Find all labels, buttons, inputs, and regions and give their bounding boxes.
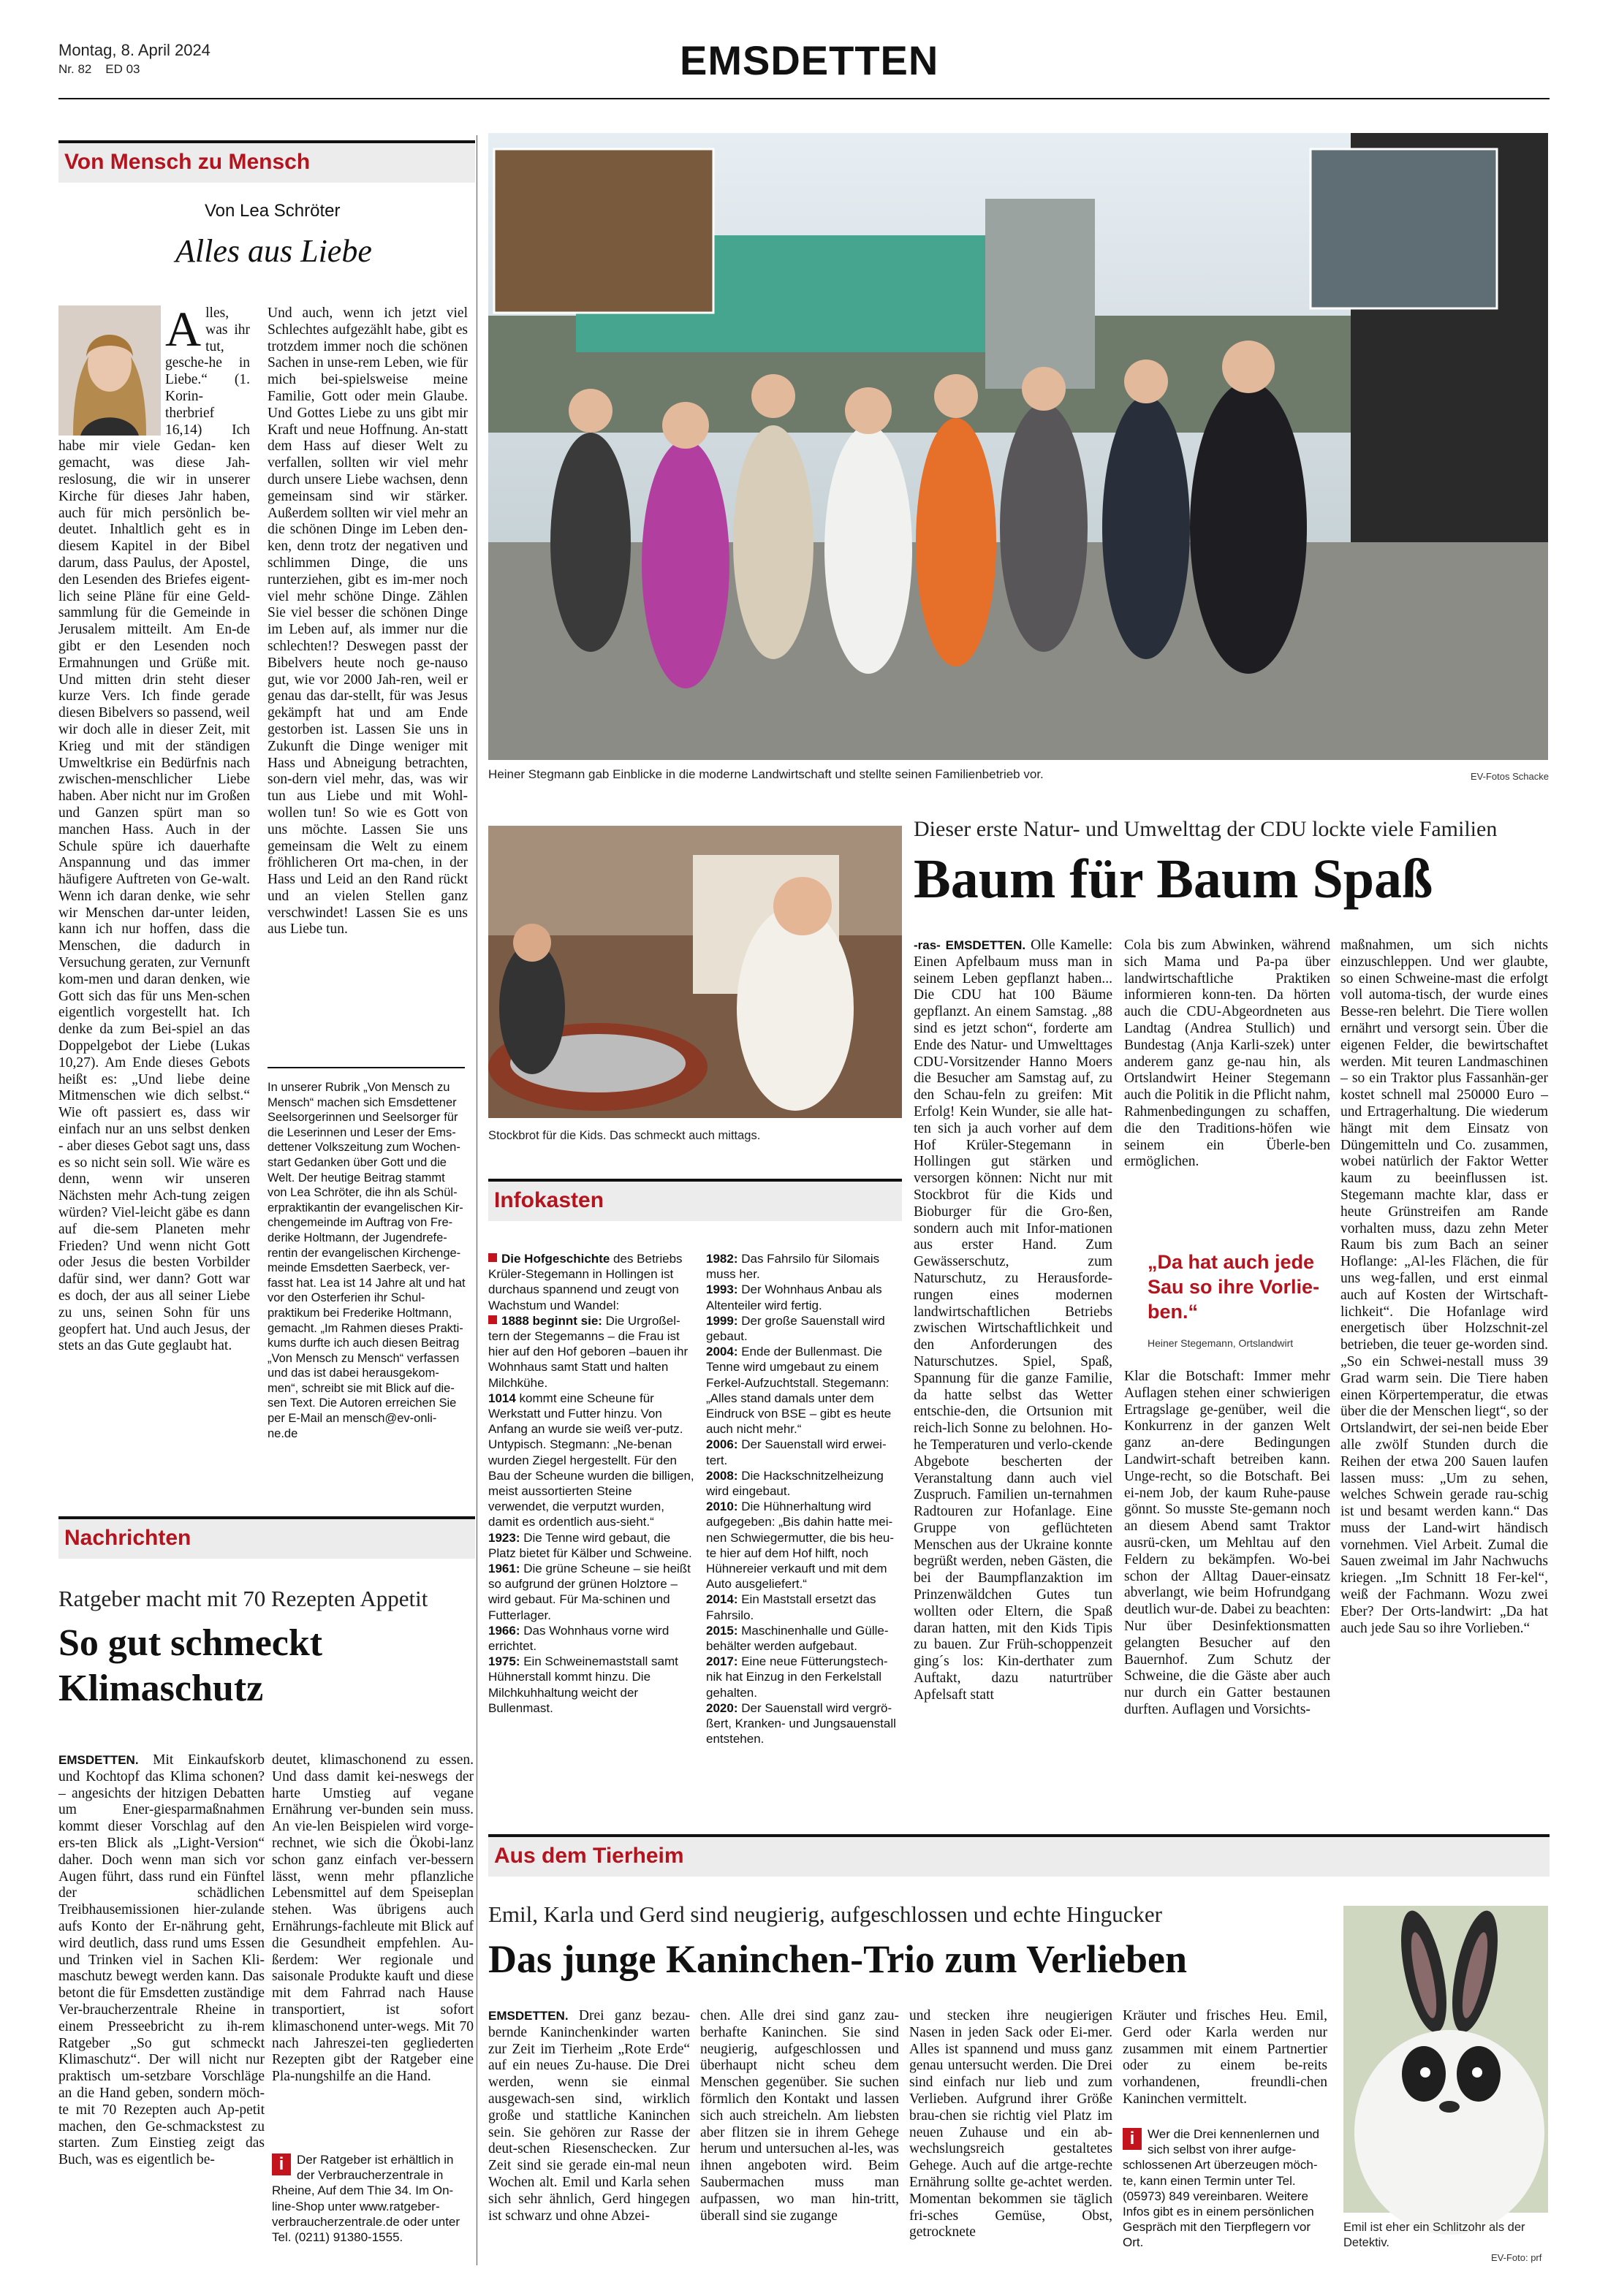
masthead-meta [58, 41, 211, 79]
masthead-rule [58, 98, 1550, 99]
infokasten-entry: 2015: Maschinenhalle und Gülle-behälter werden aufgebaut. [706, 1623, 889, 1654]
infokasten-entry: 2006: Der Sauenstall wird erwei-tert. [706, 1437, 887, 1467]
hof-column-2b: Klar die Botschaft: Immer mehr Auflagen stehen einer schwierigen Ertragslage ge-genüber, weil die Konkurrenz in der ganzen Welt ganz an-dere Bedingungen Landwirt-schaft betreiben kann. Unge-recht, so die Botschaft. Bei ei-nem Job, der kaum Ruhe-pause gönnt. So musste Ste-gemann noch an diesem Abend samt Traktor ausrü-cken, um Mehltau auf den Feldern zu bekämpfen. Wo-bei schon der Alltag Dauer-einsatz abverlangt, wie beim Hofrundgang deutlich wur-de. Dabei zu beachten: Nur über Desinfektionsmatten gelangten Besucher auf den Bauernhof. Zum Schutz der Schweine, die die Gäste aber auch nur durch ein Gatter bestaunen durften. Auflagen und Vorsichts- [1124, 1369, 1330, 1717]
tierheim-info: i Wer die Drei kennenlernen und sich selbst von ihrer aufge-schlossenen Art überzeugen möch-te, kann einen Termin unter Tel. (05973) 849 vereinbaren. Weitere Infos gibt es in einem persönlichen Gespräch mit den Tierpflegern vor Ort. [1123, 2127, 1319, 2250]
infokasten-entry: 1993: Der Wohnhaus Anbau als Altenteiler wird fertig. [706, 1282, 882, 1312]
edition-code: ED 03 [105, 62, 140, 76]
rabbit-photo-caption: Emil ist eher ein Schlitzohr als der Detektiv. [1343, 2221, 1525, 2249]
tierheim-column-4: Kräuter und frisches Heu. Emil, Gerd oder Karla werden nur zusammen mit einem Partnertier oder zu einem be-reits vorhandenen, freundli-chen Kaninchen vermittelt. [1123, 2008, 1327, 2107]
infokasten-entry: 2010: Die Hühnerhaltung wird aufgegeben: „Bis dahin hatte mei-nen Schwiegermutter, die bis heu-te hier auf dem Hof hilft, noch Hühnereier verkauft und mit dem Auto ausgeliefert.“ [706, 1499, 895, 1592]
kicker-tierheim: Aus dem Tierheim [488, 1834, 1550, 1877]
hof-column-1: -ras- EMSDETTEN. Olle Kamelle: Einen Apfelbaum muss man in seinem Leben gepflanzt haben... Die CDU hat 100 Bäume gepflanzt. An einem Samstag. „88 sind es jetzt schon“, forderte am Ende des Natur- und Umwelttages CDU-Vorsitzender Hanno Moers die Besucher am Samstag auf, zu den Schau-feln zu greifen: Mit Erfolg! Kein Wunder, sie alle hat-ten sich ja auch vorher auf dem Hof Krüler-Stegemann in Hollingen gut stärken und versorgen können: Nicht nur mit Stockbrot für die Kids und Bioburger für die Gro-ßen, sondern auch mit Infor-mationen aus erster Hand. Zum Gewässerschutz, zum Naturschutz, zu Herausforde-rungen eines modernen landwirtschaftlichen Betriebs zwischen Wirtschaftlichkeit und den Anforderungen des Naturschutzes. Spiel, Spaß, Spannung für die ganze Familie, da hatte selbst das Wetter entschie-den, die Ortsunion mit reich-lich Sonne zu belohnen. Ho-he Temperaturen und verlo-ckende Abgebote bescherten der Veranstaltung dann auch viel Zuspruch. Familien un-ternahmen Radtouren zur Hofanlage. Eine Gruppe von geflüchteten Menschen aus der Ukraine konnte begrüßt werden, neben Gästen, die bei der Baumpflanzaktion im Prinzenwäldchen Gutes tun wollten oder Eltern, die Spaß daran hatten, mit den Kids Tipis zu bauen. Zur Früh-schoppenzeit ging´s los: Kin-derthater zum Auftakt, dazu naturtrüber Apfelsaft statt [914, 938, 1112, 1703]
mensch-intro: lles, was ihr tut, gesche-he in Liebe.“ (1. Korin-therbrief 16,14) Ich habe mir viele Gedan- [58, 305, 250, 455]
infokasten-entry: 1982: Das Fahrsilo für Silomais muss her. [706, 1252, 880, 1282]
hof-headline: Baum für Baum Spaß [914, 848, 1433, 910]
issue-number: Nr. 82 [58, 62, 92, 76]
info-icon: i [1123, 2128, 1142, 2150]
infokasten-entry: 2020: Der Sauenstall wird vergrö-ßert, Kranken- und Jungsauenstall entstehen. [706, 1700, 896, 1746]
hof-column-3: maßnahmen, um sich nichts einzuschleppen. Und wer glaubte, so einen Schweine-mast die erfolgt voll automa-tisch, der wurde eines Besse-ren belehrt. Die Tiere wollen ernährt und versorgt sein. Über die eigenen Felder, die bewirtschaftet werden. Mit teuren Landmaschinen – so ein Traktor plus Fassanhän-ger kostet schnell mal 250000 Euro – und Ertragerhaltung. Die wiederum hängt mit dem Einsatz von Düngemitteln und Co. zusammen, wobei natürlich der Faktor Wetter kaum zu beeinflussen ist. Stegemann machte klar, dass er heute Grünstreifen am Rande vorhalten muss, dazu zehn Meter Raum bis zum Bach an seiner Hoflange: „Al-les Flächen, die für uns weg-fallen, und erst einmal auch auf Kosten der Wirtschaft-lichkeit“. Die Hofanlage wird energetisch über Holzschnit-zel betrieben, die teuer ge-worden sind. „So ein Schwei-nestall muss 39 Grad warm sein. Die Tiere haben einen Körpertemperatur, die etwas über die der Menschen liegt“, so der Ortslandwirt, der sei-nen beide Eber alle zwölf Stunden durch die Reihen der etwa 200 Sauen laufen lassen muss: „Um zu sehen, welches Schwein gerade rau-schig ist und besamt werden kann.“ Das muss der Land-wirt händisch vornehmen. Viel Arbeit. Zumal die Sauen zweimal im Jahr Nachwuchs kriegen. „Im Schnitt 18 Fer-kel“, weiß der Fachmann. Wozu zwei Eber? Der Orts-landwirt: „Da hat auch jede Sau so ihre Vorlieben.“ [1340, 938, 1548, 1636]
tierheim-subhead: Emil, Karla und Gerd sind neugierig, aufgeschlossen und echte Hingucker [488, 1901, 1162, 1927]
mensch-note: In unserer Rubrik „Von Mensch zu Mensch“ machen sich Emsdettener Seelsorgerinnen und Seelsorger für die Leserinnen und Leser der Ems-dettener Volkszeitung zum Wochen-start Gedanken über Gott und die Welt. Der heutige Beitrag stammt von Lea Schröter, die ihn als Schül-erpraktikantin der evangelischen Kir-chengemeinde im Auftrag von Fre-derike Holtmann, der Jugendrefe-rentin der evangelischen Kirchenge-meinde Emsdetten Saerbeck, ver-fasst hat. Lea ist 14 Jahre alt und hat vor den Osterferien ihr Schul-praktikum bei Frederike Holtmann, gemacht. „Im Rahmen dieses Prakti-kums durfte ich auch diesen Beitrag „Von Mensch zu Mensch“ verfassen und das ist dabei herausgekom-men“, schreibt sie mit Blick auf die-sen Text. Die Autoren erreichen Sie per E-Mail an mensch@ev-onli-ne.de [268, 1081, 466, 1440]
nachrichten-column-2: deutet, klimaschonend zu essen. Und dass damit kei-neswegs der harte Umstieg auf vegane Ernährung ver-bunden sein muss. An vie-len Beispielen wird vorge-rechnet, wie sich die Ökobi-lanz schon ganz einfach ver-bessern lässt, wenn mehr pflanzliche Lebensmittel auf dem Speiseplan stehen. Was übrigens auch Ernährungs-fachleute mit Blick auf die Gesundheit empfehlen. Au-ßerdem: Wer regionale und saisonale Produkte kauft und diese mit dem Fahrrad nach Hause transportiert, ist sofort klimaschonend unter-wegs. Mit 70 nach Jahreszei-ten gegliederten Rezepten gibt der Ratgeber eine Pla-nungshilfe an die Hand. [272, 1752, 474, 2085]
main-photo-credit: EV-Fotos Schacke [1471, 771, 1549, 782]
nachrichten-headline: So gut schmeckt Klimaschutz [58, 1622, 323, 1709]
info-icon: i [272, 2154, 291, 2175]
section-title: EMSDETTEN [680, 37, 939, 83]
infokasten-entry: 2014: Ein Maststall ersetzt das Fahrsilo. [706, 1592, 876, 1622]
tierheim-column-3: und stecken ihre neugierigen Nasen in jeden Sack oder Ei-mer. Alles ist spannend und muss ganz genau untersucht werden. Die Drei sind einfach nur lieb und zum Verlieben. Aufgrund ihrer Größe brau-chen sie richtig viel Platz im neuen Zuhause und ein ab-wechslungsreich gestaltetes Gehege. Auch auf die artge-rechte Ernährung sollte ge-achtet werden. Momentan bekommen sie täglich fri-sches Gemüse, Obst, getrocknete [909, 2008, 1112, 2240]
infokasten-entry: 1966: Das Wohnhaus vorne wird errichtet. [488, 1623, 670, 1654]
infokasten-entry: 1888 beginnt sie: Die Urgroßel-tern der Stegemanns – die Frau ist hier auf den Hof geboren –bauen ihr Wohnhaus samt Statt und halten Milchkühe. [488, 1313, 689, 1390]
pull-quote-source: Heiner Stegemann, Ortslandwirt [1148, 1337, 1294, 1349]
issue-date: Montag, 8. April 2024 [58, 41, 211, 59]
bullet-square-icon [488, 1253, 497, 1262]
infokasten-entry: 2004: Ende der Bullenmast. Die Tenne wird umgebaut zu einem Ferkel-Aufzuchtstall. Stegemann: „Alles stand damals unter dem Eindruck von BSE – gibt es heute auch nicht mehr.“ [706, 1345, 892, 1437]
kids-photo-caption: Stockbrot für die Kids. Das schmeckt auch mittags. [488, 1129, 761, 1142]
pull-quote: „Da hat auch jede Sau so ihre Vorlie-ben.“ [1148, 1251, 1320, 1323]
column-title: Alles aus Liebe [175, 233, 372, 269]
hof-column-2a: Cola bis zum Abwinken, während sich Mama und Pa-pa über landwirtschaftliche Praktiken informieren konn-ten. Da hörten auch die CDU-Abgeordneten aus Landtag (Andrea Stullich) und Bundestag (Anja Karli-szek) unter anderem ganz ge-nau hin, als Ortslandwirt Heiner Stegemann auch die Politik in die Pflicht nahm, Rahmenbedingungen zu schaffen, die den Traditions-höfen wie seinem ein Überle-ben ermöglichen. [1124, 938, 1330, 1170]
tierheim-headline: Das junge Kaninchen-Trio zum Verlieben [488, 1937, 1188, 1981]
infokasten-entry: 1014 kommt eine Scheune für Werkstatt und Futter hinzu. Von Anfang an wurde sie weiß ver-putz. Untypisch. Stegmann: „Ne-benan wurden Ziegel hergestellt. Für den Bau der Scheune wurden die billigen, meist aussortierten Steine verwendet, die verputzt wurden, damit es ordentlich aus-sieht.“ [488, 1391, 694, 1529]
kicker-infokasten: Infokasten [488, 1179, 902, 1221]
bullet-square-icon [488, 1315, 497, 1324]
rabbit-photo [1343, 1906, 1548, 2213]
infokasten-column-1 [488, 1251, 696, 1806]
mensch-column-2 [268, 305, 468, 1062]
mensch-body-2: Und auch, wenn ich jetzt viel Schlechtes aufgezählt habe, gibt es trotzdem immer noch die schönen Sachen in unse-rem Leben, wie für mich bei-spielsweise meine Familie, Gott oder mein Glaube. Und Gottes Liebe zu uns gibt mir Kraft und neue Hoffnung. An-statt dem Hass auf dieser Welt zu verfallen, sollten wir viel mehr durch unsere Liebe wachsen, denn gemeinsam sind wir stärker. Außerdem sollten wir viel mehr an die schönen Dinge im Leben den-ken, denn trotz der negativen und schlimmen Dinge, die uns runterziehen, gibt es im-mer noch viel mehr schöne Dinge. Zählen Sie viel besser die schönen Dinge im Leben auf, als immer nur die schlechten!? Deswegen passt der Bibelvers heute noch ge-nauso gut, wie vor 2000 Jah-ren, weil er genau das dar-stellt, für was Jesus gekämpft hat und am Ende gestorben ist. Lassen Sie uns in Zukunft die Dinge weniger mit Hass und Abneigung betrachten, son-dern viel mehr, das, was wir tun aus Liebe und mit Wohl-wollen tun! So wie es Gott von uns möchte. Lassen Sie uns gemeinsam die Welt zu einem fröhlicheren Ort ma-chen, in der Hass und Leid an den Rand rückt und an vielen Stellen ganz verschwindet! Lassen Sie es uns aus Liebe tun. [268, 305, 468, 938]
hof-subhead: Dieser erste Natur- und Umwelttag der CDU lockte viele Familien [914, 817, 1498, 841]
mensch-body-1: ken gemacht, was diese Jah-reslosung, die wir in unserer Kirche für dieses Jahr haben, auch für mich persönlich be-deutet. Inhaltlich geht es in diesem Kapitel in der Bibel darum, dass Paulus, der Apostel, den Lesenden des Briefes eigent-lich seine Pläne für eine Geld-sammlung für die Gemeinde in Jerusalem mitteilt. Am En-de gibt er den Lesenden noch Ermahnungen und Grüße mit. Und mitten drin steht dieser kurze Vers. Ich finde gerade diesen Bibelvers so passend, weil wir doch alle in dieser Zeit, mit Krieg und mit der ständigen Umweltkrise ein Bedürfnis nach zwischen-menschlicher Liebe haben. Aber nicht nur im Großen und Ganzen spürt man so manchen Hass. Auch in der Schule spüre ich dauerhafte Anspannung und das immer häufigere Auftreten von Ge-walt. Wenn ich daran denke, wie sehr wir Menschen dar-unter leiden, kann ich nur hoffen, dass die Menschen, die dadurch in Versuchung geraten, zur Vernunft kom-men und daran denken, wie Gott sich das für uns Men-schen eigentlich vorgestellt hat. Ich denke da zum Bei-spiel an das Doppelgebot der Liebe (Lukas 10,27). Am Ende dieses Gebots heißt es: „Und liebe deine Mitmenschen wie dich selbst.“ Wie oft passiert es, dass wir einfach nur an uns selbst denken - aber dieses Gebot sagt uns, dass es so nicht sein soll. Wie wäre es denn, wenn wir unseren Nächsten mehr Ach-tung zeigen würden? Viel-leicht gäbe es dann auf die-sem Planeten mehr Frieden? Und wenn nicht Gott oder Jesus die besten Vorbilder dafür sind, wer dann? Gott war es doch, der aus all seiner Liebe zu uns, seinen Sohn für uns geopfert hat. Und auch Jesus, der stets an das Gute geglaubt hat. [58, 438, 251, 1354]
kids-photo-stockbrot [488, 826, 902, 1118]
infokasten-column-2 [706, 1251, 903, 1806]
infokasten-entry: 2008: Die Hackschnitzelheizung wird eingebaut. [706, 1468, 884, 1499]
tierheim-column-2: chen. Alle drei sind ganz zau-berhafte Kaninchen. Sie sind neugierig, aufgeschlossen und überhaupt nicht scheu dem Menschen gegenüber. Sie suchen förmlich den Kontakt und lassen sich auch streicheln. Am liebsten aber flitzen sie in ihrem Gehege herum und untersuchen al-les, was ihnen angeboten wird. Beim Saubermachen muss man aufpassen, wo man hin-tritt, überall sind sie zugange [700, 2008, 899, 2224]
tierheim-column-1: EMSDETTEN. Drei ganz bezau-bernde Kaninchenkinder warten zur Zeit im Tierheim „Rote Erde“ auf ein neues Zu-hause. Die Drei werden, wenn sie einmal ausgewach-sen sind, wirklich große und stattliche Kaninchen sein. Sie gehören zur Rasse der deut-schen Riesenschecken. Zur Zeit sind sie gerade ein-mal neun Wochen alt. Emil und Karla sehen sich sehr ähnlich, Gerd hingegen ist schwarz und ohne Abzei- [488, 2008, 691, 2224]
rabbit-photo-credit: EV-Foto: prf [1491, 2252, 1542, 2263]
drop-cap: A [165, 301, 202, 357]
infokasten-entry: 1923: Die Tenne wird gebaut, die Platz bietet für Kälber und Schweine. [488, 1530, 692, 1560]
kicker-von-mensch: Von Mensch zu Mensch [58, 140, 475, 183]
mensch-column-1 [58, 301, 251, 1508]
infokasten-entry: 2017: Eine neue Fütterungstech-nik hat Einzug in den Ferkelstall gehalten. [706, 1654, 888, 1700]
nachrichten-subhead: Ratgeber macht mit 70 Rezepten Appetit [58, 1586, 428, 1611]
main-photo-farm-group [488, 133, 1548, 760]
nachrichten-column-1: EMSDETTEN. Mit Einkaufskorb und Kochtopf das Klima schonen? – angesichts der hitzigen Debatten um Ener-giesparmaßnahmen kommt dieser Vorschlag auf den ers-ten Blick als „Light-Version“ daher. Doch wenn man sich vor Augen führt, dass rund ein Fünftel der schädlichen Treibhausemissionen hier-zulande aufs Konto der Er-nährung geht, wird deutlich, dass rund ums Essen und Trinken viel in Sachen Kli-maschutz bewegt werden kann. Das betont die für Emsdetten zuständige Ver-braucherzentrale Rheine in einem Presseebricht zu ih-rem Ratgeber „So gut schmeckt Klimaschutz“. Der will nicht nur praktisch um-setzbare Vorschläge an die Hand geben, sondern möch-te mit 70 Rezepten auch Ap-petit machen, den Ge-schmackstest zu starten. Zum Einstieg zeigt das Buch, was es eigentlich be- [58, 1752, 265, 2168]
nachrichten-info: i Der Ratgeber ist erhältlich in der Verbraucherzentrale in Rheine, Auf dem Thie 34. Im On-line-Shop unter www.ratgeber-verbraucherzentrale.de oder unter Tel. (0211) 91380-1555. [272, 2153, 460, 2245]
main-photo-caption: Heiner Stegmann gab Einblicke in die moderne Landwirtschaft und stellte seinen Familienbetrieb vor. [488, 767, 1044, 781]
infokasten-entry: 1975: Ein Schweinemaststall samt Hühnerstall kommt hinzu. Die Milchkuhhaltung weicht der Bullenmast. [488, 1654, 678, 1715]
byline: Von Lea Schröter [205, 201, 341, 221]
infokasten-entry: 1961: Die grüne Scheune – sie heißt so aufgrund der grünen Holztore – wird gebaut. Für Ma-schinen und Futterlager. [488, 1562, 691, 1622]
infokasten-entry: 1999: Der große Sauenstall wird gebaut. [706, 1313, 885, 1344]
note-rule [268, 1067, 465, 1068]
infokasten-entry: Die Hofgeschichte des Betriebs Krüler-Stegemann in Hollingen ist durchaus spannend und zeugt von Wachstum und Wandel: [488, 1252, 683, 1312]
kicker-nachrichten: Nachrichten [58, 1516, 475, 1559]
